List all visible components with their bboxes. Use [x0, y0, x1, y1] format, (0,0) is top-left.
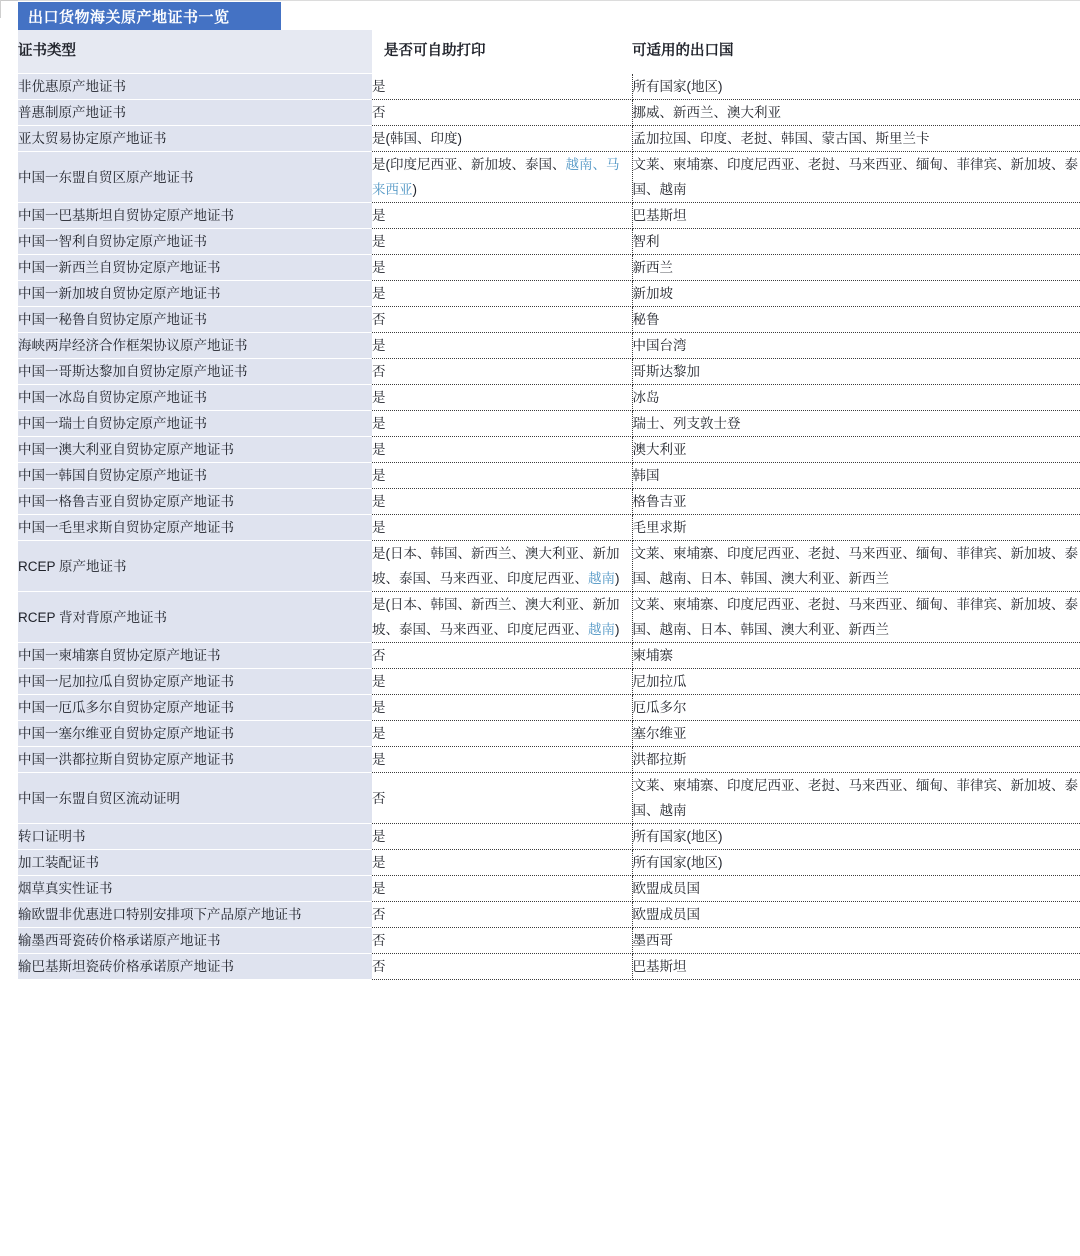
- table-row: [18, 695, 1080, 721]
- top-rule: [18, 0, 1080, 1]
- cell-certificate-type: 中国一智利自贸协定原产地证书: [18, 229, 372, 255]
- cell-certificate-type: 中国一柬埔寨自贸协定原产地证书: [18, 643, 372, 669]
- table-row: [18, 229, 1080, 255]
- cell-applicable-countries: 澳大利亚: [632, 437, 1080, 463]
- table-row: [18, 669, 1080, 695]
- self-print-suffix: ): [412, 182, 417, 197]
- cell-applicable-countries: 墨西哥: [632, 928, 1080, 954]
- cell-self-print: 是: [372, 850, 632, 876]
- cell-self-print: [372, 592, 632, 643]
- cell-applicable-countries: 欧盟成员国: [632, 902, 1080, 928]
- cell-applicable-countries: 毛里求斯: [632, 515, 1080, 541]
- self-print-highlighted-countries: 越南: [588, 622, 615, 637]
- cell-self-print: 否: [372, 902, 632, 928]
- cell-applicable-countries: 所有国家(地区): [632, 74, 1080, 100]
- cell-self-print: [372, 541, 632, 592]
- cell-self-print: [372, 152, 632, 203]
- self-print-prefix: 是(印度尼西亚、新加坡、泰国、: [372, 157, 566, 172]
- cell-self-print: 否: [372, 307, 632, 333]
- table-row: [18, 152, 1080, 203]
- cell-applicable-countries: 孟加拉国、印度、老挝、韩国、蒙古国、斯里兰卡: [632, 126, 1080, 152]
- cell-certificate-type: 中国一新西兰自贸协定原产地证书: [18, 255, 372, 281]
- cell-certificate-type: 输欧盟非优惠进口特别安排项下产品原产地证书: [18, 902, 372, 928]
- cell-certificate-type: 烟草真实性证书: [18, 876, 372, 902]
- column-header-type: 证书类型: [18, 30, 372, 74]
- table-row: [18, 411, 1080, 437]
- table-row: [18, 463, 1080, 489]
- cell-applicable-countries: 新西兰: [632, 255, 1080, 281]
- cell-self-print: 是: [372, 333, 632, 359]
- cell-certificate-type: 中国一澳大利亚自贸协定原产地证书: [18, 437, 372, 463]
- cell-applicable-countries: 文莱、柬埔寨、印度尼西亚、老挝、马来西亚、缅甸、菲律宾、新加坡、泰国、越南: [632, 773, 1080, 824]
- cell-certificate-type: 中国一东盟自贸区原产地证书: [18, 152, 372, 203]
- cell-self-print: 是: [372, 385, 632, 411]
- cell-self-print: 是: [372, 281, 632, 307]
- cell-certificate-type: 转口证明书: [18, 824, 372, 850]
- cell-self-print: 否: [372, 100, 632, 126]
- cell-certificate-type: 中国一格鲁吉亚自贸协定原产地证书: [18, 489, 372, 515]
- cell-self-print: 否: [372, 643, 632, 669]
- cell-applicable-countries: 所有国家(地区): [632, 824, 1080, 850]
- cell-self-print: 是: [372, 515, 632, 541]
- table-row: [18, 592, 1080, 643]
- self-print-prefix: 是(日本、韩国、新西兰、澳大利亚、新加坡、泰国、马来西亚、印度尼西亚、: [372, 597, 620, 637]
- cell-applicable-countries: 哥斯达黎加: [632, 359, 1080, 385]
- cell-applicable-countries: 瑞士、列支敦士登: [632, 411, 1080, 437]
- self-print-suffix: ): [615, 571, 620, 586]
- table-row: [18, 126, 1080, 152]
- table-row: [18, 74, 1080, 100]
- cell-certificate-type: 亚太贸易协定原产地证书: [18, 126, 372, 152]
- column-header-self-print: 是否可自助打印: [372, 30, 632, 74]
- cell-applicable-countries: 尼加拉瓜: [632, 669, 1080, 695]
- table-row: [18, 850, 1080, 876]
- cell-applicable-countries: 塞尔维亚: [632, 721, 1080, 747]
- table-row: [18, 541, 1080, 592]
- self-print-highlighted-countries: 越南、马来西亚: [372, 157, 620, 197]
- cell-self-print: 是: [372, 437, 632, 463]
- self-print-suffix: ): [615, 622, 620, 637]
- cell-self-print: 是: [372, 876, 632, 902]
- cell-certificate-type: 输巴基斯坦瓷砖价格承诺原产地证书: [18, 954, 372, 980]
- cell-applicable-countries: 文莱、柬埔寨、印度尼西亚、老挝、马来西亚、缅甸、菲律宾、新加坡、泰国、越南、日本、韩国、澳大利亚、新西兰: [632, 592, 1080, 643]
- cell-certificate-type: 中国一冰岛自贸协定原产地证书: [18, 385, 372, 411]
- cell-certificate-type: 中国一秘鲁自贸协定原产地证书: [18, 307, 372, 333]
- cell-applicable-countries: 冰岛: [632, 385, 1080, 411]
- self-print-highlighted-countries: 越南: [588, 571, 615, 586]
- left-edge-rule: [0, 0, 1, 18]
- cell-self-print: 是: [372, 669, 632, 695]
- cell-applicable-countries: 欧盟成员国: [632, 876, 1080, 902]
- cell-certificate-type: 输墨西哥瓷砖价格承诺原产地证书: [18, 928, 372, 954]
- cell-applicable-countries: 格鲁吉亚: [632, 489, 1080, 515]
- cell-certificate-type: 中国一东盟自贸区流动证明: [18, 773, 372, 824]
- cell-self-print: 是: [372, 74, 632, 100]
- cell-applicable-countries: 文莱、柬埔寨、印度尼西亚、老挝、马来西亚、缅甸、菲律宾、新加坡、泰国、越南: [632, 152, 1080, 203]
- page-title: 出口货物海关原产地证书一览: [28, 8, 230, 26]
- cell-certificate-type: 中国一洪都拉斯自贸协定原产地证书: [18, 747, 372, 773]
- cell-self-print: 否: [372, 954, 632, 980]
- table-row: [18, 902, 1080, 928]
- cell-self-print: 是: [372, 721, 632, 747]
- cell-self-print: 是: [372, 229, 632, 255]
- cell-certificate-type: 普惠制原产地证书: [18, 100, 372, 126]
- cell-certificate-type: 中国一厄瓜多尔自贸协定原产地证书: [18, 695, 372, 721]
- table-row: [18, 333, 1080, 359]
- cell-applicable-countries: 韩国: [632, 463, 1080, 489]
- cell-certificate-type: 加工装配证书: [18, 850, 372, 876]
- cell-certificate-type: 非优惠原产地证书: [18, 74, 372, 100]
- table-row: [18, 773, 1080, 824]
- cell-applicable-countries: 洪都拉斯: [632, 747, 1080, 773]
- cell-self-print: 否: [372, 359, 632, 385]
- cell-self-print: 是: [372, 411, 632, 437]
- table-row: [18, 100, 1080, 126]
- table-row: [18, 928, 1080, 954]
- cell-applicable-countries: 巴基斯坦: [632, 954, 1080, 980]
- cell-applicable-countries: 中国台湾: [632, 333, 1080, 359]
- cell-certificate-type: 中国一韩国自贸协定原产地证书: [18, 463, 372, 489]
- table-row: [18, 824, 1080, 850]
- cell-certificate-type: 中国一新加坡自贸协定原产地证书: [18, 281, 372, 307]
- table-row: [18, 721, 1080, 747]
- table-row: [18, 307, 1080, 333]
- table-row: [18, 203, 1080, 229]
- cell-certificate-type: RCEP 背对背原产地证书: [18, 592, 372, 643]
- cell-self-print: 是: [372, 824, 632, 850]
- cell-certificate-type: 中国一尼加拉瓜自贸协定原产地证书: [18, 669, 372, 695]
- title-banner: [18, 2, 281, 30]
- table-header: [18, 30, 1080, 74]
- table-body: [18, 74, 1080, 980]
- cell-self-print: 否: [372, 928, 632, 954]
- origin-certificate-table: [18, 30, 1080, 980]
- column-header-countries: 可适用的出口国: [632, 30, 1080, 74]
- table-row: [18, 385, 1080, 411]
- table-row: [18, 281, 1080, 307]
- cell-applicable-countries: 挪威、新西兰、澳大利亚: [632, 100, 1080, 126]
- table-row: [18, 747, 1080, 773]
- cell-applicable-countries: 所有国家(地区): [632, 850, 1080, 876]
- cell-certificate-type: 海峡两岸经济合作框架协议原产地证书: [18, 333, 372, 359]
- cell-applicable-countries: 秘鲁: [632, 307, 1080, 333]
- cell-certificate-type: RCEP 原产地证书: [18, 541, 372, 592]
- cell-certificate-type: 中国一瑞士自贸协定原产地证书: [18, 411, 372, 437]
- header-row: [18, 30, 1080, 74]
- cell-self-print: 是: [372, 695, 632, 721]
- cell-self-print: 是: [372, 203, 632, 229]
- cell-self-print: 是: [372, 255, 632, 281]
- cell-self-print: 是: [372, 489, 632, 515]
- table-row: [18, 359, 1080, 385]
- table-row: [18, 489, 1080, 515]
- cell-applicable-countries: 智利: [632, 229, 1080, 255]
- table-row: [18, 255, 1080, 281]
- cell-certificate-type: 中国一塞尔维亚自贸协定原产地证书: [18, 721, 372, 747]
- table-row: [18, 876, 1080, 902]
- cell-applicable-countries: 厄瓜多尔: [632, 695, 1080, 721]
- cell-certificate-type: 中国一哥斯达黎加自贸协定原产地证书: [18, 359, 372, 385]
- cell-self-print: 是(韩国、印度): [372, 126, 632, 152]
- table-row: [18, 643, 1080, 669]
- table-row: [18, 437, 1080, 463]
- cell-applicable-countries: 文莱、柬埔寨、印度尼西亚、老挝、马来西亚、缅甸、菲律宾、新加坡、泰国、越南、日本、韩国、澳大利亚、新西兰: [632, 541, 1080, 592]
- cell-certificate-type: 中国一毛里求斯自贸协定原产地证书: [18, 515, 372, 541]
- cell-certificate-type: 中国一巴基斯坦自贸协定原产地证书: [18, 203, 372, 229]
- table-row: [18, 954, 1080, 980]
- cell-applicable-countries: 柬埔寨: [632, 643, 1080, 669]
- cell-applicable-countries: 巴基斯坦: [632, 203, 1080, 229]
- self-print-prefix: 是(日本、韩国、新西兰、澳大利亚、新加坡、泰国、马来西亚、印度尼西亚、: [372, 546, 620, 586]
- cell-applicable-countries: 新加坡: [632, 281, 1080, 307]
- cell-self-print: 否: [372, 773, 632, 824]
- cell-self-print: 是: [372, 463, 632, 489]
- table-row: [18, 515, 1080, 541]
- cell-self-print: 是: [372, 747, 632, 773]
